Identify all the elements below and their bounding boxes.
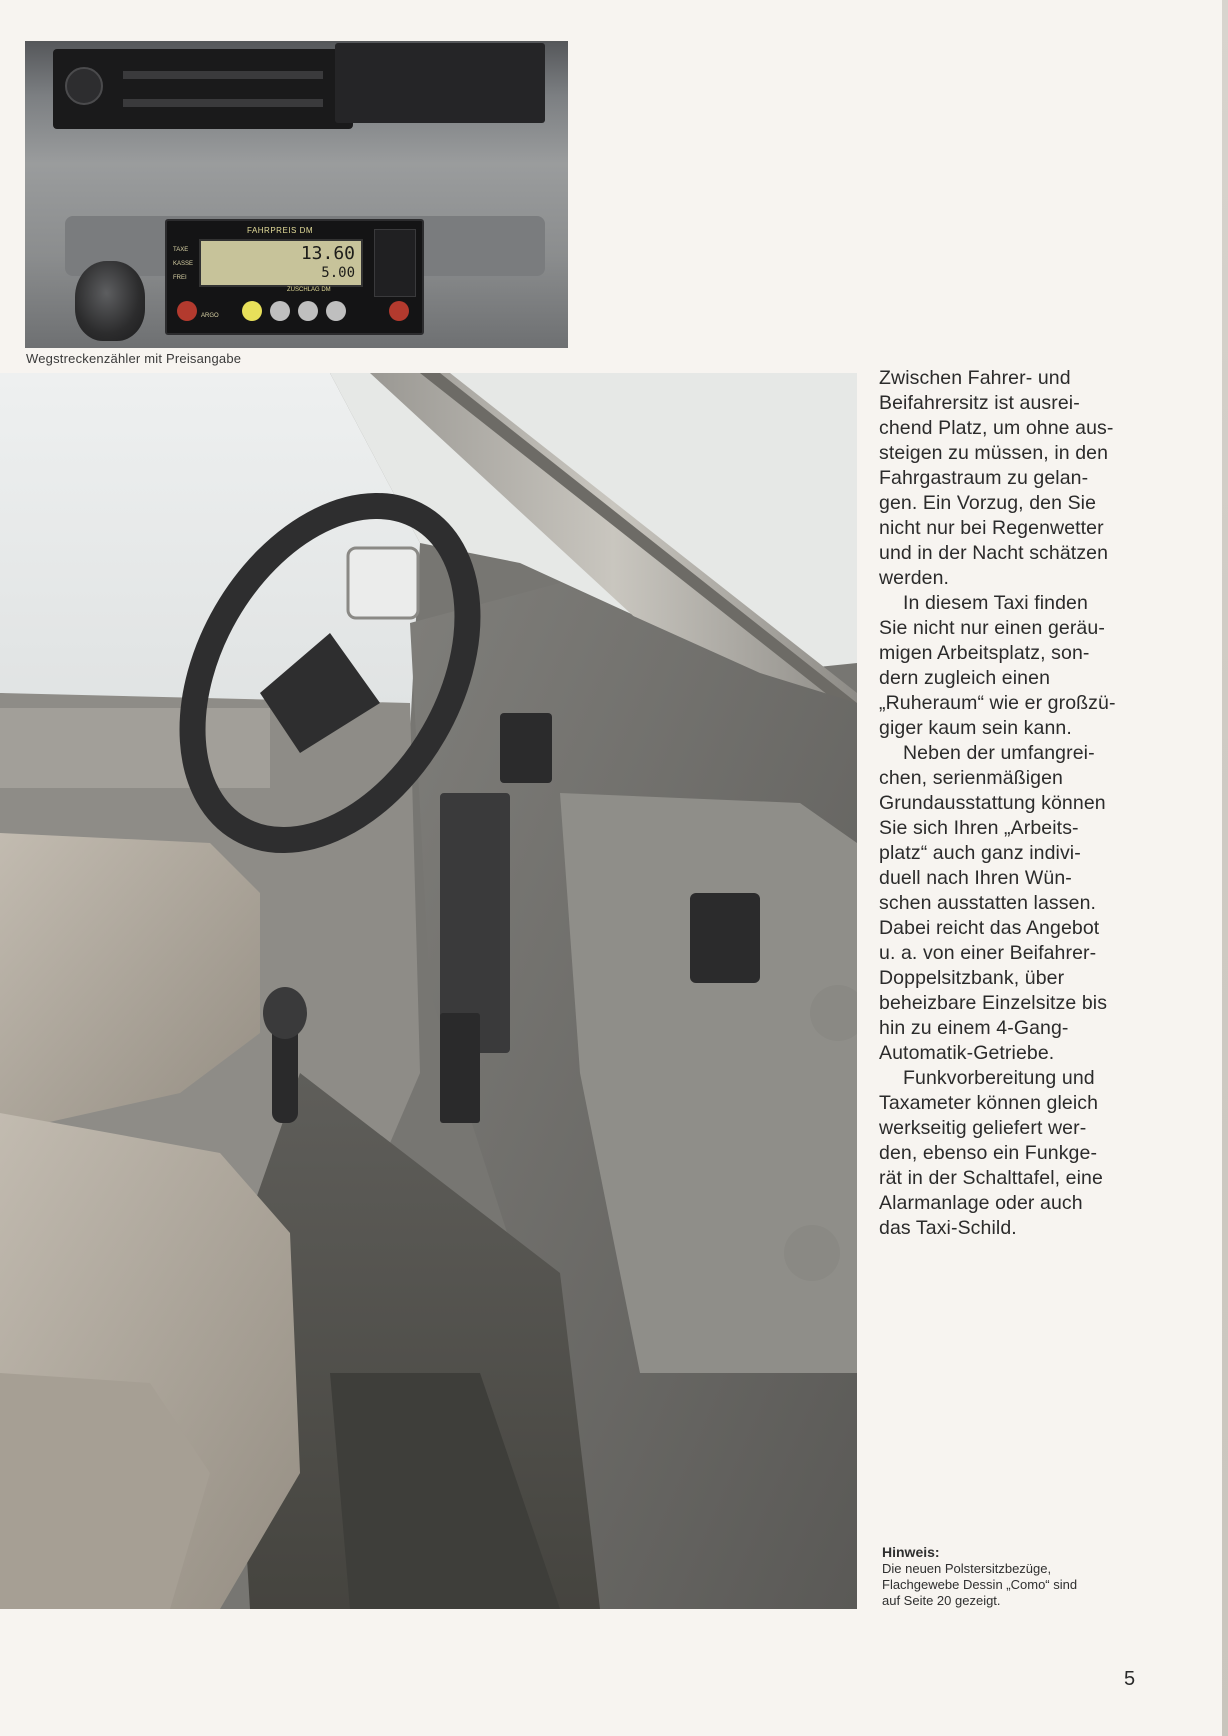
cockpit-photo — [0, 373, 857, 1609]
meter-status-labels — [173, 243, 193, 285]
body-text — [879, 366, 1149, 1241]
meter-yellow-button — [242, 301, 262, 321]
meter-label-kasse: KASSE — [173, 261, 194, 267]
door-armrest — [0, 708, 270, 788]
meter-surcharge: 5.00 — [321, 265, 355, 281]
gear-knob — [75, 261, 145, 341]
meter-lcd — [199, 239, 363, 287]
paragraph: In diesem Taxi finden Sie nicht nur einen geräu- migen Arbeitsplatz, son- dern zugleich einen „Ruheraum“ wie er großzü- giger kaum sein kann. — [879, 592, 1116, 739]
page-edge — [1222, 0, 1228, 1736]
radio-unit — [53, 49, 353, 129]
meter-label-frei: FREI — [173, 275, 187, 281]
paragraph: Neben der umfangrei- chen, serienmäßigen Grundausstattung können Sie sich Ihren „Arbeits- platz“ auch ganz indivi- duell nach Ihren Wün- schen ausstatten lassen. Dabei reicht das Angebot u. a. von einer Beifahrer- Doppelsitzbank, über beheizbare Einzelsitze bis hin zu einem 4-Gang- Automatik-Getriebe. — [879, 742, 1108, 1064]
paragraph: Zwischen Fahrer- und Beifahrersitz ist ausrei- chend Platz, um ohne aus- steigen zu müssen, in den Fahrgastraum zu gelan- gen. Ein Vorzug, den Sie nicht nur bei Regenwetter und in der Nacht schätzen werden. — [879, 367, 1114, 589]
air-vent — [500, 713, 552, 783]
taximeter-display — [165, 219, 424, 335]
console-device — [440, 1013, 480, 1123]
gear-knob — [263, 987, 307, 1039]
page-number: 5 — [1124, 1668, 1136, 1690]
side-mirror — [348, 548, 418, 618]
paragraph: Funkvorbereitung und Taxameter können gleich werkseitig geliefert wer- den, ebenso ein Funkge- rät in der Schalttafel, eine Alarmanlage oder auch das Taxi-Schild. — [879, 1067, 1103, 1239]
air-vent — [690, 893, 760, 983]
meter-gray-button — [270, 301, 290, 321]
meter-side-panel — [374, 229, 416, 297]
meter-label-taxe: TAXE — [173, 247, 189, 253]
note — [882, 1544, 1142, 1609]
inset-caption: Wegstreckenzähler mit Preisangabe — [26, 351, 242, 366]
note-title: Hinweis: — [882, 1544, 940, 1560]
ashtray — [335, 43, 545, 123]
radio-knob — [65, 67, 103, 105]
meter-surcharge-label: ZUSCHLAG DM — [287, 287, 331, 293]
taximeter-photo — [25, 41, 568, 348]
meter-red-button — [177, 301, 197, 321]
meter-gray-button — [298, 301, 318, 321]
meter-price: 13.60 — [300, 243, 355, 264]
meter-red-button — [389, 301, 409, 321]
radio-slot-line — [123, 71, 323, 79]
note-body: Die neuen Polstersitzbezüge, Flachgewebe Dessin „Como“ sind auf Seite 20 gezeigt. — [882, 1561, 1078, 1608]
meter-header: FAHRPREIS DM — [247, 226, 314, 235]
meter-brand: ARGO — [201, 313, 219, 319]
cockpit-illustration — [0, 373, 857, 1609]
meter-gray-button — [326, 301, 346, 321]
radio-slot-line — [123, 99, 323, 107]
dash-knob — [784, 1225, 840, 1281]
